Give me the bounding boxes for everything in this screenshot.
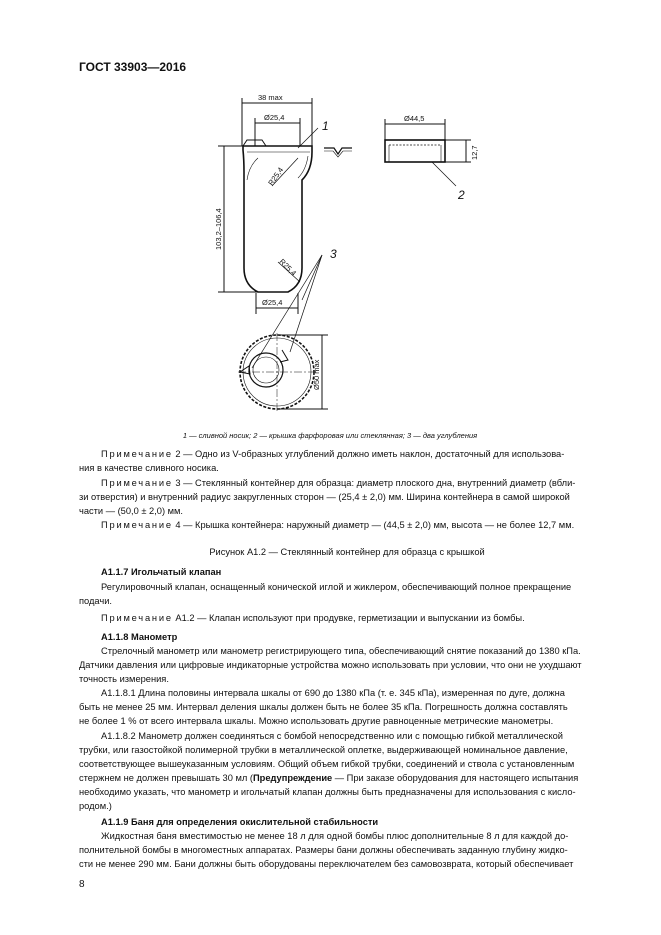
lid-drawing — [385, 140, 445, 162]
section-a118-p1: Стрелочный манометр или манометр регистрирующего типа, обеспечивающий снятие показаний до 1380 кПа. Датчики давления или цифровые индикаторные устройства можно использовать при условии, что они не ухудшают точность измерения. — [79, 646, 582, 684]
dim-lid-height: 12,7 — [470, 145, 479, 160]
dim-lid-dia: Ø44,5 — [404, 114, 425, 123]
dim-body-dia: Ø50 max — [312, 359, 321, 390]
section-a118-heading: А1.1.8 Манометр — [101, 632, 178, 642]
dim-bottom-dia: Ø25,4 — [262, 298, 283, 307]
callout-1: 1 — [322, 119, 329, 133]
figure-caption: 1 — сливной носик; 2 — крышка фарфоровая или стеклянная; 3 — два углубления — [182, 431, 478, 440]
dim-radius-top: R25,4 — [266, 165, 286, 188]
section-a119-body: Жидкостная баня вместимостью не менее 18 л для одной бомбы плюс дополнительные 8 л для каждой до- полнительной бомбы в многоместных аппаратах. Размеры бани должны обеспечивать заданную глубину жидко- сти не менее 290 мм. Бани должны быть оборудованы переключателем без самовозврата, который обеспечивает — [79, 831, 574, 869]
dim-radius-bottom: R25,4 — [277, 257, 299, 278]
note-4: Примечание 4 — Крышка контейнера: наружный диаметр — (44,5 ± 2,0) мм, высота — не более 12,7 мм. — [101, 520, 575, 530]
section-a117-body: Регулировочный клапан, оснащенный конической иглой и жиклером, обеспечивающий полное прекращение подачи. — [79, 582, 572, 606]
section-a119-heading: А1.1.9 Баня для определения окислительной стабильности — [101, 817, 379, 827]
section-a117-note: Примечание А1.2 — Клапан используют при продувке, герметизации и выпускании из бомбы. — [101, 613, 525, 623]
document-header: ГОСТ 33903—2016 — [79, 60, 187, 74]
callout-3: 3 — [330, 247, 337, 261]
section-a117-heading: А1.1.7 Игольчатый клапан — [101, 567, 222, 577]
dim-height: 103,2–106,4 — [214, 208, 223, 250]
page-number: 8 — [79, 879, 85, 890]
technical-drawing — [0, 0, 661, 430]
note-3: Примечание 3 — Стеклянный контейнер для образца: диаметр плоского дна, внутренний диаметр (вбли- зи отверстия) и внутренний радиус закругленных сторон — (25,4 ± 2,0) мм. Ширина контейнера в самой широкой части — (50,0 ± 2,0) мм. — [79, 478, 576, 516]
dim-top-dia: Ø25,4 — [264, 113, 285, 122]
note-2: Примечание 2 — Одно из V-образных углублений должно иметь наклон, достаточный для использова- ния в качестве сливного носика. — [79, 449, 565, 473]
dim-width-max: 38 max — [258, 93, 283, 102]
callout-2: 2 — [458, 188, 465, 202]
section-a1182: А1.1.8.2 Манометр должен соединяться с бомбой непосредственно или с помощью гибкой металлической трубки, или газостойкой полимерной трубки в металлической оплетке, выдерживающей номинальное давление, соответствующее вышеуказанным условиям. Общий объем гибкой трубки, соединений и ствола с установленным стержнем не должен превышать 30 мл (Предупреждение — При заказе оборудования для настоящего испытания необходимо указать, что манометр и игольчатый клапан должны быть предназначены для использования с кисло- родом.) — [79, 731, 579, 811]
figure-title: Рисунок А1.2 — Стеклянный контейнер для образца с крышкой — [209, 547, 485, 557]
section-a1181: А1.1.8.1 Длина половины интервала шкалы от 690 до 1380 кПа (т. е. 345 кПа), измеренная по дуге, должна быть не менее 25 мм. Интервал деления шкалы должен быть не более 35 кПа. Погрешность должна составлять не более 1 % от всего интервала шкалы. Можно использовать другие равноценные метрические манометры. — [79, 688, 568, 726]
